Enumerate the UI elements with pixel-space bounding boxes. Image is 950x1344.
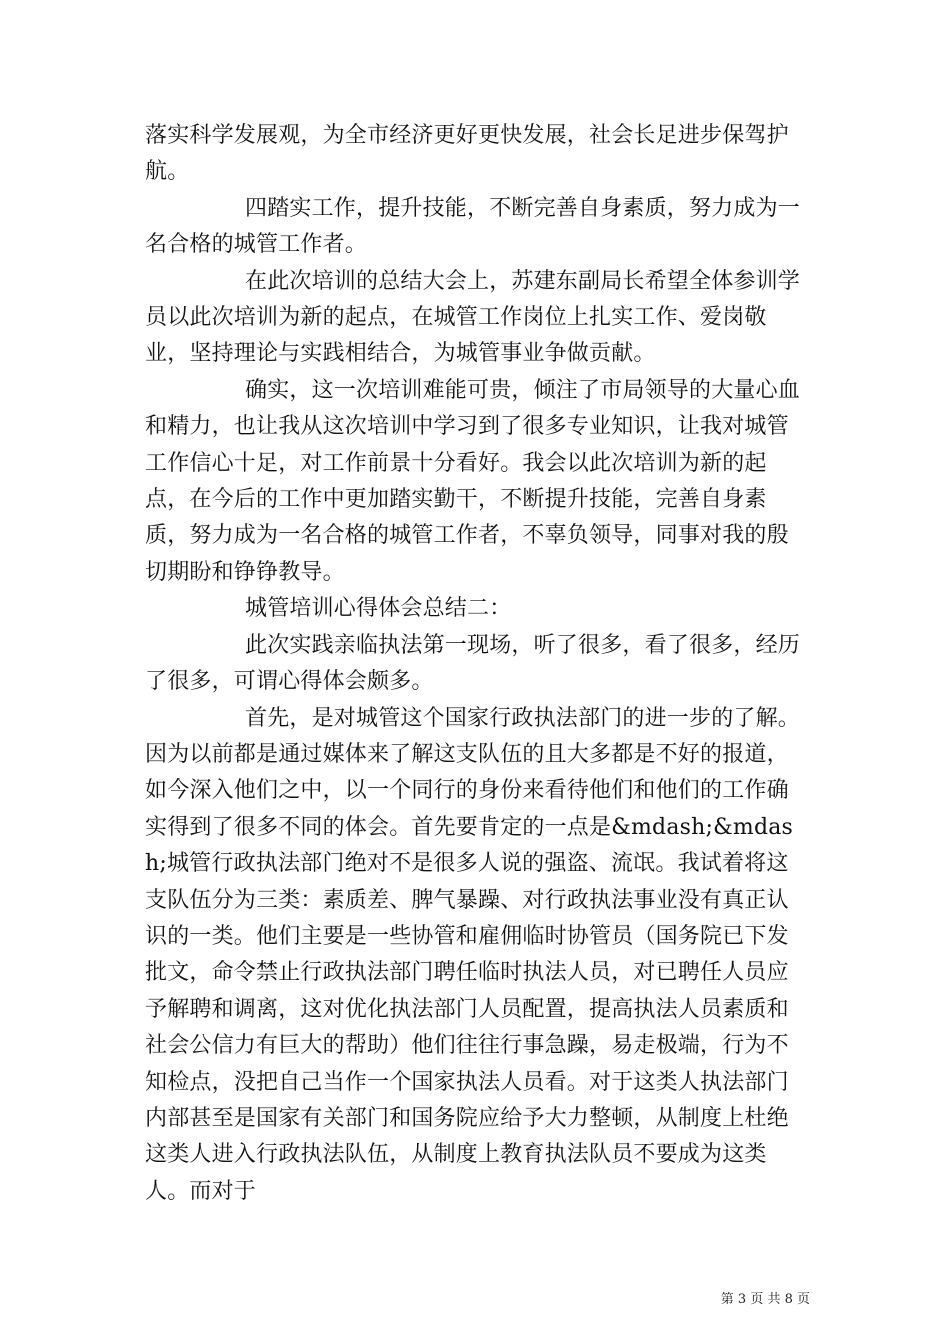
document-body <box>145 118 805 1210</box>
page-number: 第 3 页 共 8 页 <box>720 1292 810 1307</box>
paragraph: 落实科学发展观，为全市经济更好更快发展，社会长足进步保驾护航。 <box>145 123 789 185</box>
paragraph: 此次实践亲临执法第一现场，听了很多，看了很多，经历了很多，可谓心得体会颇多。 <box>145 632 801 695</box>
paragraph: 在此次培训的总结大会上，苏建东副局长希望全体参训学员以此次培训为新的起点，在城管工作岗位上扎实工作、爱岗敬业，坚持理论与实践相结合，为城管事业争做贡献。 <box>145 268 801 367</box>
paragraph: 确实，这一次培训难能可贵，倾注了市局领导的大量心血和精力，也让我从这次培训中学习到了很多专业知识，让我对城管工作信心十足，对工作前景十分看好。我会以此次培训为新的起点，在今后的工作中更加踏实勤干，不断提升技能，完善自身素质，努力成为一名合格的城管工作者，不辜负领导，同事对我的殷切期盼和铮铮教导。 <box>145 377 801 585</box>
paragraph: 四踏实工作，提升技能，不断完善自身素质，努力成为一名合格的城管工作者。 <box>145 195 801 258</box>
section-heading: 城管培训心得体会总结二： <box>245 596 512 622</box>
paragraph: 首先，是对城管这个国家行政执法部门的进一步的了解。因为以前都是通过媒体来了解这支队伍的且大多都是不好的报道，如今深入他们之中，以一个同行的身份来看待他们和他们的工作确实得到了很多不同的体会。首先要肯定的一点是&mdash;&mdash;城管行政执法部门绝对不是很多人说的强盗、流氓。我试着将这支队伍分为三类：素质差、脾气暴躁、对行政执法事业没有真正认识的一类。他们主要是一些协管和雇佣临时协管员（国务院已下发批文，命令禁止行政执法部门聘任临时执法人员，对已聘任人员应予解聘和调离，这对优化执法部门人员配置，提高执法人员素质和社会公信力有巨大的帮助）他们往往行事急躁，易走极端，行为不知检点，没把自己当作一个国家执法人员看。对于这类人执法部门内部甚至是国家有关部门和国务院应给予大力整顿，从制度上杜绝这类人进入行政执法队伍，从制度上教育执法队员不要成为这类人。而对于 <box>145 705 801 1204</box>
